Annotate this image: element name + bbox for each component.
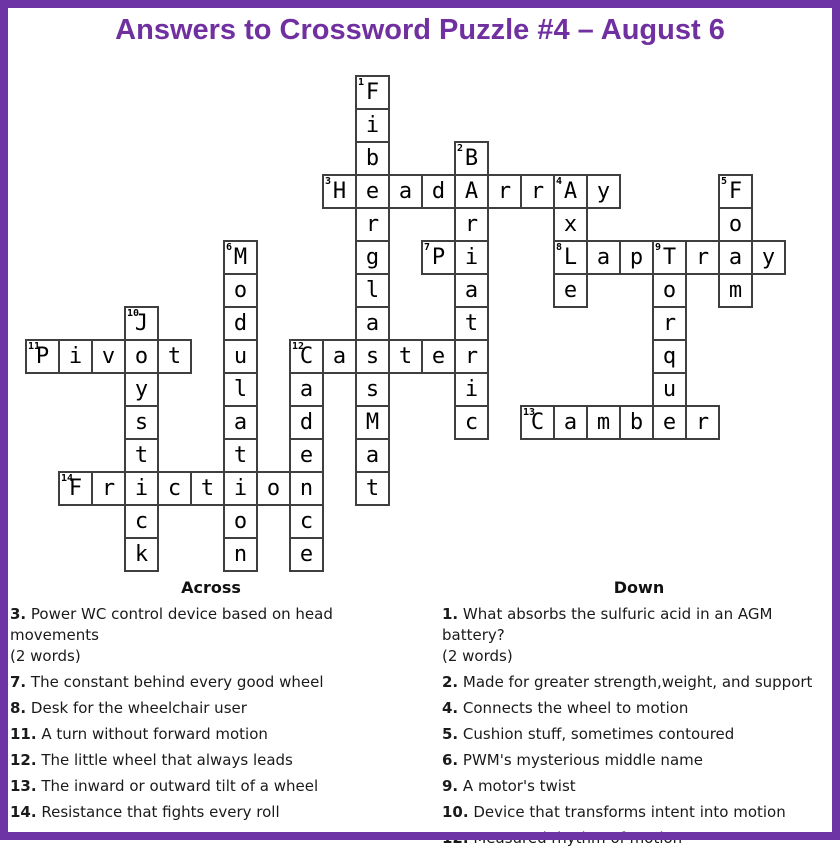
grid-cell <box>157 471 192 506</box>
grid-cell <box>124 471 159 506</box>
clue-item: 1. What absorbs the sulfuric acid in an AGM battery? (2 words) <box>442 604 836 667</box>
answer-letter: d <box>431 178 446 204</box>
crossword-grid <box>25 75 786 572</box>
grid-cell <box>388 174 423 209</box>
answer-letter: c <box>464 409 479 435</box>
grid-cell <box>454 141 489 176</box>
answer-letter: a <box>398 178 413 204</box>
clue-item: 2. Made for greater strength,weight, and support <box>442 673 813 691</box>
cell-clue-number: 5 <box>721 176 728 187</box>
grid-cell <box>124 339 159 374</box>
answer-letter: i <box>233 475 248 501</box>
grid-cell <box>124 405 159 440</box>
answer-letter: b <box>629 409 644 435</box>
answer-letter: C <box>299 343 314 369</box>
answer-letter: a <box>563 409 578 435</box>
cell-clue-number: 7 <box>424 242 431 253</box>
grid-cell <box>355 207 390 242</box>
grid-cell <box>223 471 258 506</box>
down-clues-column <box>420 578 840 854</box>
answer-letter: e <box>662 409 677 435</box>
answer-letter: t <box>134 442 149 468</box>
answer-letter: r <box>464 343 479 369</box>
grid-cell <box>289 471 324 506</box>
grid-cell <box>355 75 390 110</box>
grid-cell <box>454 405 489 440</box>
answer-letter: e <box>563 277 578 303</box>
grid-cell <box>58 339 93 374</box>
grid-cell <box>421 240 456 275</box>
answer-letter: e <box>365 178 380 204</box>
clue-item-number: 2. <box>442 673 459 691</box>
cell-clue-number: 2 <box>457 143 464 154</box>
grid-cell <box>289 438 324 473</box>
clue-item-number: 13. <box>10 777 37 795</box>
grid-cell <box>553 174 588 209</box>
grid-cell <box>223 240 258 275</box>
grid-cell <box>355 306 390 341</box>
grid-cell <box>421 339 456 374</box>
grid-cell <box>289 504 324 539</box>
clue-item-number: 10. <box>442 803 469 821</box>
cell-clue-number: 14 <box>61 473 74 484</box>
grid-cell <box>223 372 258 407</box>
grid-cell <box>223 504 258 539</box>
grid-cell <box>91 339 126 374</box>
grid-cell <box>223 273 258 308</box>
across-clue-list <box>10 604 412 823</box>
answer-letter: y <box>596 178 611 204</box>
grid-cell <box>355 471 390 506</box>
grid-cell <box>652 306 687 341</box>
answer-letter: q <box>662 343 677 369</box>
answer-letter: a <box>299 376 314 402</box>
clue-item: 9. A motor's twist <box>442 777 576 795</box>
grid-cell <box>58 471 93 506</box>
answer-letter: e <box>299 541 314 567</box>
clue-item: 14. Resistance that fights every roll <box>10 803 280 821</box>
grid-cell <box>487 174 522 209</box>
answer-letter: o <box>728 211 743 237</box>
grid-cell <box>751 240 786 275</box>
grid-cell <box>91 471 126 506</box>
cell-clue-number: 6 <box>226 242 233 253</box>
clue-item-line2: (2 words) <box>442 647 513 665</box>
answer-letter: o <box>233 277 248 303</box>
clue-item-number: 3. <box>10 605 27 623</box>
answer-letter: a <box>365 442 380 468</box>
grid-cell <box>355 240 390 275</box>
cell-clue-number: 12 <box>292 341 305 352</box>
answer-letter: v <box>101 343 116 369</box>
clue-item-line2: (2 words) <box>10 647 81 665</box>
clue-item-number: 11. <box>10 725 37 743</box>
answer-letter: o <box>266 475 281 501</box>
answer-letter: m <box>596 409 611 435</box>
clue-item-number: 1. <box>442 605 459 623</box>
grid-cell <box>454 339 489 374</box>
answer-letter: e <box>299 442 314 468</box>
cell-clue-number: 11 <box>28 341 41 352</box>
grid-cell <box>553 240 588 275</box>
grid-cell <box>322 339 357 374</box>
answer-letter: F <box>68 475 83 501</box>
grid-cell <box>586 405 621 440</box>
clue-item: 12. The little wheel that always leads <box>10 751 293 769</box>
answer-letter: a <box>332 343 347 369</box>
answer-letter: b <box>365 145 380 171</box>
cell-clue-number: 10 <box>127 308 140 319</box>
grid-cell <box>256 471 291 506</box>
answer-letter: i <box>365 112 380 138</box>
grid-cell <box>586 174 621 209</box>
grid-cell <box>355 174 390 209</box>
answer-letter: g <box>365 244 380 270</box>
answer-letter: r <box>365 211 380 237</box>
grid-cell <box>718 207 753 242</box>
answer-letter: r <box>464 211 479 237</box>
grid-cell <box>124 537 159 572</box>
grid-cell <box>157 339 192 374</box>
answer-letter: r <box>662 310 677 336</box>
answer-letter: M <box>233 244 248 270</box>
grid-cell <box>355 372 390 407</box>
answer-letter: a <box>365 310 380 336</box>
grid-cell <box>652 405 687 440</box>
clue-item: 5. Cushion stuff, sometimes contoured <box>442 725 735 743</box>
grid-cell <box>652 273 687 308</box>
answer-letter: n <box>233 541 248 567</box>
grid-cell <box>289 405 324 440</box>
answer-letter: o <box>233 508 248 534</box>
answer-letter: s <box>365 343 380 369</box>
answer-letter: e <box>431 343 446 369</box>
answer-letter: B <box>464 145 479 171</box>
clue-item: 8. Desk for the wheelchair user <box>10 699 247 717</box>
cell-clue-number: 1 <box>358 77 365 88</box>
grid-cell <box>355 339 390 374</box>
answer-letter: k <box>134 541 149 567</box>
grid-cell <box>190 471 225 506</box>
answer-letter: u <box>233 343 248 369</box>
answer-letter: l <box>365 277 380 303</box>
answer-letter: i <box>68 343 83 369</box>
answer-letter: p <box>629 244 644 270</box>
across-clues-column <box>0 578 420 854</box>
grid-cell <box>454 174 489 209</box>
answer-letter: A <box>563 178 578 204</box>
answer-letter: a <box>233 409 248 435</box>
grid-cell <box>223 537 258 572</box>
grid-cell <box>223 306 258 341</box>
cell-clue-number: 4 <box>556 176 563 187</box>
cell-clue-number: 9 <box>655 242 662 253</box>
across-header: Across <box>181 578 241 597</box>
grid-cell <box>421 174 456 209</box>
answer-letter: s <box>365 376 380 402</box>
answer-letter: r <box>695 244 710 270</box>
clue-item: 11. A turn without forward motion <box>10 725 268 743</box>
down-clue-list <box>442 604 836 849</box>
cell-clue-number: 13 <box>523 407 536 418</box>
grid-cell <box>454 240 489 275</box>
clue-item: 7. The constant behind every good wheel <box>10 673 324 691</box>
grid-cell <box>355 438 390 473</box>
answer-letter: F <box>365 79 380 105</box>
grid-cell <box>619 405 654 440</box>
answer-letter: s <box>134 409 149 435</box>
grid-cell <box>520 405 555 440</box>
answer-letter: c <box>299 508 314 534</box>
answer-letter: y <box>761 244 776 270</box>
answer-letter: n <box>299 475 314 501</box>
grid-cell <box>553 207 588 242</box>
down-header: Down <box>613 578 665 597</box>
answer-letter: i <box>134 475 149 501</box>
grid-cell <box>619 240 654 275</box>
clue-item: 10. Device that transforms intent into motion <box>442 803 786 821</box>
grid-cell <box>652 240 687 275</box>
answer-letter: r <box>695 409 710 435</box>
grid-cell <box>322 174 357 209</box>
grid-cell <box>685 405 720 440</box>
answer-letter: J <box>134 310 149 336</box>
answer-letter: F <box>728 178 743 204</box>
answer-letter: A <box>464 178 479 204</box>
answer-letter: C <box>530 409 545 435</box>
grid-cell <box>586 240 621 275</box>
grid-cell <box>718 240 753 275</box>
answer-letter: M <box>365 409 380 435</box>
answer-letter: t <box>398 343 413 369</box>
answer-letter: T <box>662 244 677 270</box>
grid-cell <box>388 339 423 374</box>
cell-clue-number: 3 <box>325 176 332 187</box>
answer-letter: P <box>431 244 446 270</box>
cell-clue-number: 8 <box>556 242 563 253</box>
answer-letter: m <box>728 277 743 303</box>
answer-letter: t <box>233 442 248 468</box>
grid-cell <box>355 141 390 176</box>
answer-letter: u <box>662 376 677 402</box>
clue-item-number: 6. <box>442 751 459 769</box>
answer-letter: t <box>464 310 479 336</box>
grid-cell <box>718 174 753 209</box>
grid-cell <box>124 504 159 539</box>
grid-cell <box>223 339 258 374</box>
grid-cell <box>355 405 390 440</box>
answer-letter: o <box>662 277 677 303</box>
answer-letter: d <box>233 310 248 336</box>
answer-letter: L <box>563 244 578 270</box>
grid-cell <box>553 405 588 440</box>
clue-item-number: 12. <box>442 829 469 847</box>
answer-letter: r <box>497 178 512 204</box>
clue-item-number: 5. <box>442 725 459 743</box>
answer-letter: r <box>101 475 116 501</box>
grid-cell <box>553 273 588 308</box>
answer-letter: y <box>134 376 149 402</box>
answer-letter: a <box>464 277 479 303</box>
clue-item: 6. PWM's mysterious middle name <box>442 751 703 769</box>
grid-cell <box>652 339 687 374</box>
page-title: Answers to Crossword Puzzle #4 – August 6 <box>115 14 725 46</box>
answer-letter: o <box>134 343 149 369</box>
grid-cell <box>685 240 720 275</box>
answer-letter: H <box>332 178 347 204</box>
grid-cell <box>289 339 324 374</box>
grid-cell <box>25 339 60 374</box>
grid-cell <box>718 273 753 308</box>
clue-item: 12. Measured rhythm of motion <box>442 829 683 847</box>
answer-letter: t <box>200 475 215 501</box>
grid-cell <box>454 207 489 242</box>
grid-cell <box>652 372 687 407</box>
answer-letter: t <box>365 475 380 501</box>
answer-letter: c <box>167 475 182 501</box>
grid-cell <box>124 306 159 341</box>
answer-letter: i <box>464 244 479 270</box>
clue-item-number: 14. <box>10 803 37 821</box>
answer-letter: l <box>233 376 248 402</box>
grid-cell <box>289 537 324 572</box>
clue-item-number: 7. <box>10 673 27 691</box>
grid-cell <box>289 372 324 407</box>
answer-letter: r <box>530 178 545 204</box>
clue-item: 4. Connects the wheel to motion <box>442 699 689 717</box>
clue-item: 13. The inward or outward tilt of a wheel <box>10 777 319 795</box>
grid-cell <box>223 405 258 440</box>
answer-letter: c <box>134 508 149 534</box>
grid-cell <box>454 372 489 407</box>
answer-letter: t <box>167 343 182 369</box>
clue-item-number: 8. <box>10 699 27 717</box>
clue-item-number: 12. <box>10 751 37 769</box>
clues-section <box>0 578 840 854</box>
grid-cell <box>454 273 489 308</box>
clue-item: 3. Power WC control device based on head movements (2 words) <box>10 604 412 667</box>
answer-letter: P <box>35 343 50 369</box>
grid-cell <box>124 372 159 407</box>
answer-letter: x <box>563 211 578 237</box>
answer-letter: d <box>299 409 314 435</box>
grid-cell <box>520 174 555 209</box>
answer-letter: a <box>728 244 743 270</box>
grid-cell <box>223 438 258 473</box>
grid-cell <box>355 273 390 308</box>
clue-item-number: 9. <box>442 777 459 795</box>
grid-cell <box>454 306 489 341</box>
grid-cell <box>355 108 390 143</box>
answer-letter: a <box>596 244 611 270</box>
answer-letter: i <box>464 376 479 402</box>
clue-item-number: 4. <box>442 699 459 717</box>
grid-cell <box>124 438 159 473</box>
